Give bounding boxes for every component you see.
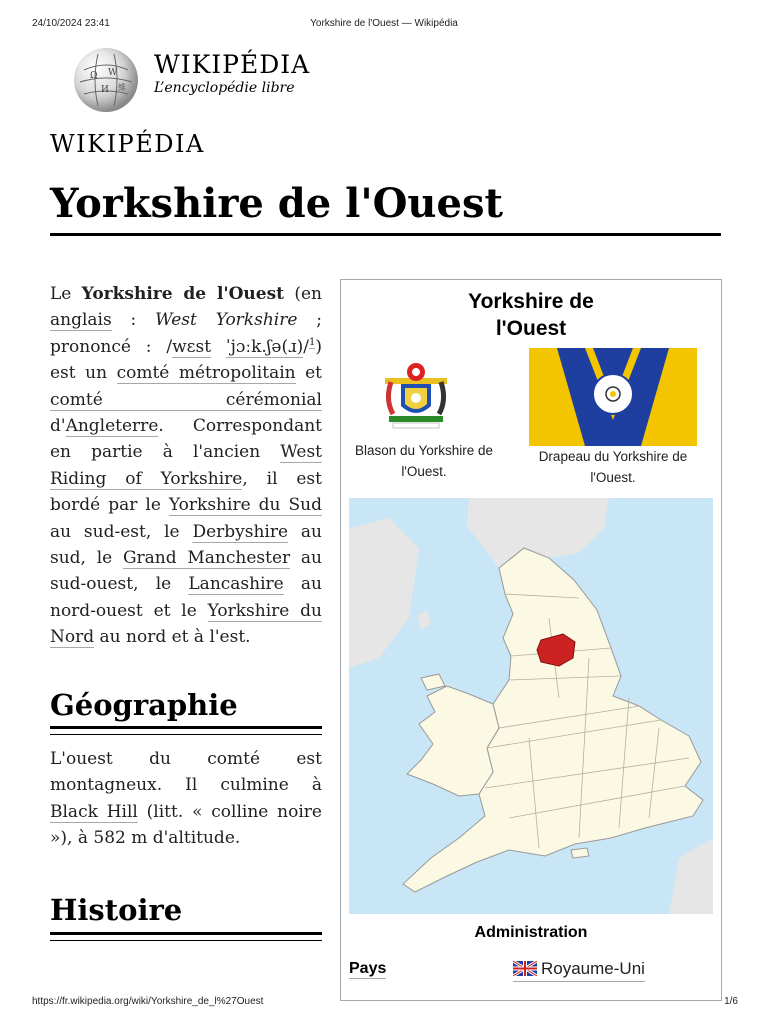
- link-ipa-west[interactable]: wɛst: [172, 336, 212, 357]
- link-derbyshire[interactable]: Derbyshire: [192, 521, 289, 542]
- infobox-section-administration: Administration: [474, 924, 588, 941]
- link-yorkshire-du-sud[interactable]: Yorkshire du Sud: [168, 495, 322, 516]
- value-text: Royaume-Uni: [541, 959, 645, 978]
- link-comte-ceremonial[interactable]: comté cérémonial: [50, 389, 322, 410]
- link-comte-metropolitain[interactable]: comté métropolitain: [116, 363, 296, 384]
- caption-drapeau: Drapeau du Yorkshire de l'Ouest.: [538, 449, 688, 485]
- link-lancashire[interactable]: Lancashire: [188, 574, 284, 595]
- coat-of-arms-image[interactable]: [383, 360, 449, 432]
- infobox-label-pays[interactable]: [349, 960, 386, 979]
- flag-image[interactable]: [529, 348, 697, 446]
- lead-text: ; prononcé : /: [50, 310, 322, 357]
- logo-tagline: L’encyclopédie libre: [154, 80, 295, 96]
- print-doc-title: Yorkshire de l'Ouest — Wikipédia: [310, 18, 458, 29]
- lead-text: et: [295, 363, 323, 384]
- lead-text: d': [50, 416, 66, 437]
- puzzle-globe-icon: [74, 48, 138, 112]
- print-footer: [0, 994, 768, 1024]
- lead-text: au sud-ouest, le: [50, 548, 323, 595]
- lead-bold-title: Yorkshire de l'Ouest: [81, 284, 285, 304]
- print-url: https://fr.wikipedia.org/wiki/Yorkshire_de_l%27Ouest: [32, 996, 264, 1007]
- lead-text: Le: [50, 284, 82, 304]
- lead-italic-english-name: West Yorkshire: [155, 310, 298, 331]
- title-divider: [50, 233, 721, 236]
- label-text: Pays: [349, 960, 387, 977]
- lead-text: . Correspondant en partie à l'ancien: [50, 416, 322, 463]
- link-ipa-york[interactable]: ˈjɔːk.ʃə(ɹ): [225, 336, 304, 357]
- infobox: [340, 279, 722, 1001]
- lead-text: ) est un: [50, 336, 322, 384]
- link-yorkshire-du-nord[interactable]: Yorkshire du Nord: [50, 600, 322, 648]
- caption-blason: Blason du Yorkshire de l'Ouest.: [354, 443, 494, 479]
- svg-text:И: И: [101, 85, 109, 95]
- heading-rule-thin: [50, 940, 322, 941]
- geographie-paragraph: [50, 746, 322, 852]
- heading-histoire: Histoire: [50, 893, 183, 927]
- heading-rule: [50, 932, 322, 935]
- svg-text:Ω: Ω: [90, 71, 98, 81]
- lead-text: au nord-ouest et le: [50, 574, 322, 621]
- infobox-title: Yorkshire de l'Ouest: [468, 290, 594, 340]
- wikipedia-logo[interactable]: [70, 44, 320, 110]
- lead-text: au sud, le: [50, 521, 322, 569]
- lead-text: /: [303, 336, 309, 357]
- lead-text: au nord et à l'est.: [94, 627, 251, 648]
- print-page-number: 1/6: [724, 996, 738, 1007]
- paragraph-text: L'ouest du comté est montagneux. Il culmine à: [50, 749, 322, 796]
- lead-text: [211, 337, 226, 357]
- heading-rule-thin: [50, 734, 322, 735]
- print-header: [0, 0, 768, 28]
- heading-geographie: Géographie: [50, 688, 238, 722]
- uk-flag-icon: [513, 961, 537, 981]
- heading-rule: [50, 726, 322, 729]
- page-title: Yorkshire de l'Ouest: [50, 180, 503, 227]
- link-anglais[interactable]: anglais: [50, 310, 112, 331]
- svg-text:維: 維: [118, 83, 126, 92]
- link-angleterre[interactable]: Angleterre: [65, 416, 159, 437]
- infobox-value-pays[interactable]: [513, 959, 645, 982]
- link-grand-manchester[interactable]: Grand Manchester: [122, 548, 291, 569]
- lead-text: (en: [284, 284, 322, 304]
- reference-link[interactable]: 1: [308, 337, 316, 349]
- link-black-hill[interactable]: Black Hill: [50, 801, 138, 822]
- lead-paragraph: [50, 281, 322, 651]
- lead-text: , il est bordé par le: [50, 468, 322, 516]
- lead-text: :: [111, 310, 156, 331]
- location-map[interactable]: [349, 498, 713, 914]
- paragraph-text: (litt. « colline noire »), à 582 m d'altitude.: [50, 801, 322, 849]
- lead-text: au sud-est, le: [50, 521, 193, 542]
- logo-wordmark: WIKIPÉDIA: [154, 50, 311, 79]
- svg-text:W: W: [108, 68, 118, 78]
- site-name: WIKIPÉDIA: [50, 130, 205, 158]
- print-datetime: 24/10/2024 23:41: [32, 18, 110, 29]
- link-west-riding[interactable]: West Riding of Yorkshire: [50, 442, 322, 489]
